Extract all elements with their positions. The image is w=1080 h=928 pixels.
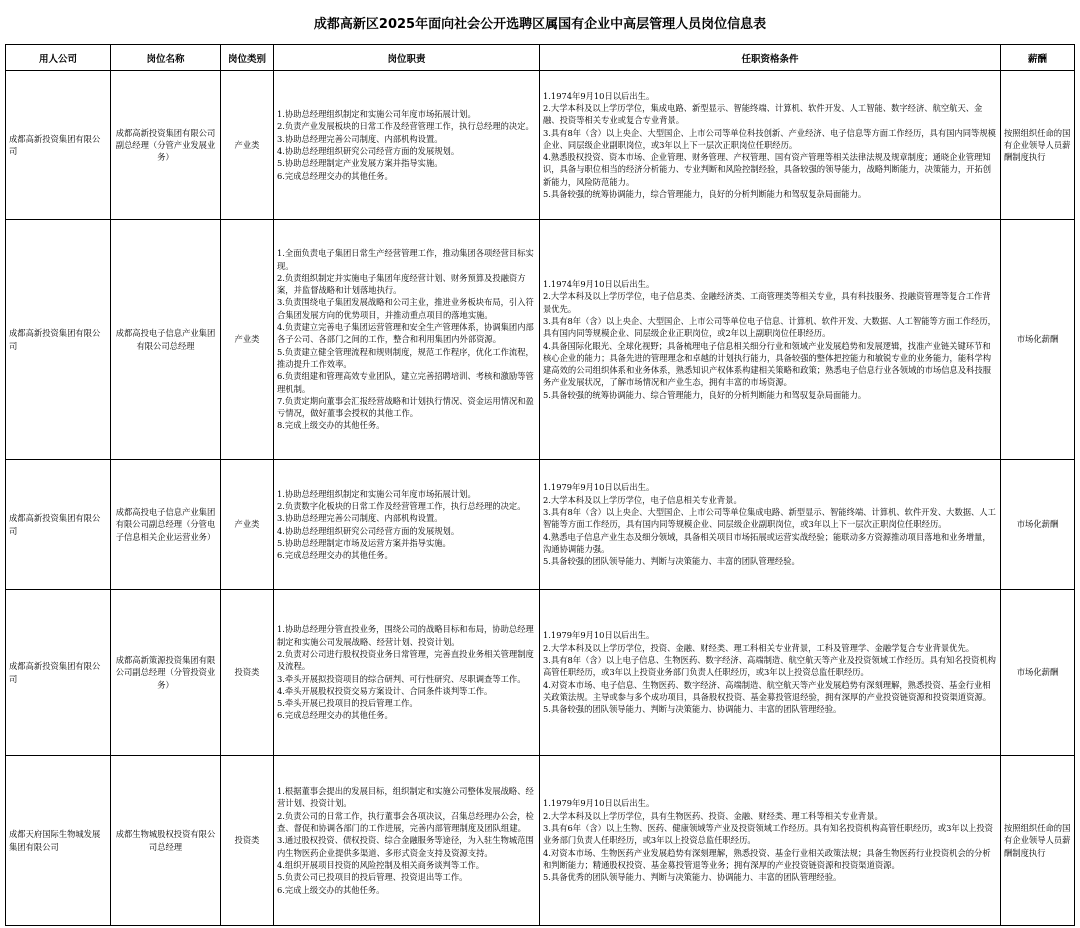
duty-item: 6.完成总经理交办的其他任务。: [277, 550, 393, 561]
duty-item: 3.协助总经理完善公司制度、内部机构设置。: [277, 133, 443, 144]
requirement-item: 5.具备较强的统筹协调能力、综合管理能力，良好的分析判断能力和驾驭复杂局面能力。: [543, 389, 867, 400]
duty-item: 1.全面负责电子集团日常生产经营管理工作，推动集团各项经营目标实现。: [277, 248, 534, 271]
requirement-item: 5.具备较强的团队领导能力、判断与决策能力、丰富的团队管理经验。: [543, 556, 800, 567]
duty-item: 1.协助总经理组织制定和实施公司年度市场拓展计划。: [277, 488, 476, 499]
requirement-item: 3.具有8年（含）以上央企、大型国企、上市公司等单位集成电路、新型显示、智能终端、计算机、软件开发、大数据、人工智能等方面工作经历，具有国内同等规模企业、同层级企业副职岗位，或3年以上下一层次正职岗位任职经历。: [543, 507, 996, 530]
requirement-item: 4.具备国际化眼光、全球化视野；具备梳理电子信息相关细分行业和领域产业发展趋势和发展逻辑，找准产业链关键环节和核心企业的能力；具备先进的管理理念和卓越的计划执行能力，具备较强的整体把控能力和敏锐专业的业务能力，能科学构建高效的公司组织体系和业务体系，熟悉知识产权体系构建相关策略和政策；熟悉电子信息行业各领域的市场信息及科技服务产业发展状况，了解市场情况和产业生态，拥有丰富的市场资源。: [543, 340, 992, 388]
duty-item: 6.完成总经理交办的其他任务。: [277, 710, 393, 721]
salary-cell: 市场化薪酬: [1001, 460, 1075, 590]
duty-item: 2.负责组织制定并实施电子集团年度经营计划、财务预算及投融资方案，并监督战略和计划落地执行。: [277, 272, 526, 296]
duty-item: 3.牵头开展拟投资项目的综合研判、可行性研究、尽职调查等工作。: [277, 673, 526, 684]
duty-item: 2.负责数字化板块的日常工作及经营管理工作，执行总经理的决定。: [277, 500, 526, 511]
requirement-item: 4.熟悉电子信息产业生态及细分领域，具备相关项目市场拓展或运营实战经验；能联动多方资源推动项目落地和业务增量，沟通协调能力强。: [543, 531, 991, 554]
duties-cell: [274, 220, 540, 460]
category-cell: 投资类: [221, 590, 274, 756]
position-cell: 成都高新投资集团有限公司副总经理（分管产业发展业务）: [111, 71, 221, 220]
header-company: 用人公司: [6, 45, 111, 71]
company-cell: 成都高新投资集团有限公司: [6, 460, 111, 590]
requirement-item: 2.大学本科及以上学历学位，具有生物医药、投资、金融、财经类、理工科等相关专业背景。: [543, 810, 883, 821]
salary-cell: 按照组织任命的国有企业领导人员薪酬制度执行: [1001, 756, 1075, 926]
header-duties: 岗位职责: [274, 45, 540, 71]
duties-cell: [274, 756, 540, 926]
requirement-item: 2.大学本科及以上学历学位，电子信息类、金融经济类、工商管理类等相关专业，具有科技服务、投融资管理等复合工作背景优先。: [543, 291, 991, 314]
duties-cell: [274, 71, 540, 220]
duty-item: 5.牵头开展已投项目的投后管理工作。: [277, 698, 418, 709]
company-cell: 成都高新投资集团有限公司: [6, 220, 111, 460]
salary-cell: 市场化薪酬: [1001, 590, 1075, 756]
requirements-cell: [540, 590, 1001, 756]
requirement-item: 1.1974年9月10日以后出生。: [543, 90, 655, 101]
category-cell: 产业类: [221, 460, 274, 590]
table-row: [6, 590, 1075, 756]
requirement-item: 5.具备较强的统筹协调能力，综合管理能力，良好的分析判断能力和驾驭复杂局面能力。: [543, 189, 867, 200]
position-info-table: [5, 44, 1075, 926]
duty-item: 4.协助总经理组织研究公司经营方面的发展规划。: [277, 146, 460, 156]
requirements-cell: [540, 756, 1001, 926]
duty-item: 5.协助总经理制定产业发展方案并指导实施。: [277, 158, 443, 169]
requirement-item: 1.1974年9月10日以后出生。: [543, 279, 655, 290]
company-cell: 成都天府国际生物城发展集团有限公司: [6, 756, 111, 926]
position-cell: 成都高投电子信息产业集团有限公司总经理: [111, 220, 221, 460]
company-cell: 成都高新投资集团有限公司: [6, 590, 111, 756]
duty-item: 4.负责建立完善电子集团运营管理和安全生产管理体系，协调集团内部各子公司、各部门之间的工作，整合和利用集团内外部资源。: [277, 322, 534, 345]
duty-item: 4.组织开展项目投资的风险控制及相关商务谈判等工作。: [277, 859, 485, 870]
header-category: 岗位类别: [221, 45, 274, 71]
duty-item: 7.负责定期向董事会汇报经营战略和计划执行情况、资金运用情况和盈亏情况，做好董事会授权的其他工作。: [277, 395, 534, 419]
duty-item: 5.负责建立健全管理流程和规则制度，规范工作程序，优化工作流程，推动提升工作效率。: [277, 346, 534, 369]
requirement-item: 1.1979年9月10日以后出生。: [543, 482, 655, 493]
requirement-item: 1.1979年9月10日以后出生。: [543, 630, 655, 641]
duty-item: 4.协助总经理组织研究公司经营方面的发展规划。: [277, 525, 460, 536]
requirements-cell: [540, 71, 1001, 220]
category-cell: 产业类: [221, 220, 274, 460]
position-cell: 成都高新策源投资集团有限公司副总经理（分管投资业务）: [111, 590, 221, 756]
requirement-item: 4.对资本市场、生物医药产业发展趋势有深刻理解，熟悉投资、基金行业相关政策法规；具备生物医药行业投资机会的分析和判断能力；精通股权投资、基金募投管退等业务；拥有深厚的产业投资链资源和投资渠道资源。: [543, 847, 991, 870]
duty-item: 5.协助总经理制定市场及运营方案并指导实施。: [277, 537, 451, 548]
table-row: [6, 756, 1075, 926]
category-cell: 投资类: [221, 756, 274, 926]
duty-item: 2.负责产业发展板块的日常工作及经营管理工作，执行总经理的决定。: [277, 121, 534, 132]
requirement-item: 3.具有8年（含）以上央企、大型国企、上市公司等单位电子信息、计算机、软件开发、大数据、人工智能等方面工作经历，具有国内同等规模企业、同层级企业正职岗位，或2年以上副职岗位任职经历。: [543, 315, 996, 339]
requirement-item: 3.具有8年（含）以上电子信息、生物医药、数字经济、高端制造、航空航天等产业及投资领域工作经历。具有知名投资机构高管任职经历，或3年以上投资业务部门负责人任职经历，或3年以上投资总监任职经历。: [543, 655, 996, 678]
duty-item: 1.协助总经理分管直投业务，围绕公司的战略目标和布局，协助总经理制定和实施公司发展战略、经营计划、投资计划。: [277, 624, 534, 647]
requirements-cell: [540, 220, 1001, 460]
duty-item: 3.负责围绕电子集团发展战略和公司主业，推进业务板块布局，引入符合集团发展方向的优势项目，并推动重点项目的落地实施。: [277, 297, 534, 320]
duty-item: 2.负责公司的日常工作，执行董事会各项决议，召集总经理办公会，检查、督促和协调各部门的工作进展，完善内部管理制度及团队组建。: [277, 810, 534, 834]
position-cell: 成都高投电子信息产业集团有限公司副总经理（分管电子信息相关企业运营业务）: [111, 460, 221, 590]
duty-item: 6.完成总经理交办的其他任务。: [277, 170, 393, 181]
duty-item: 8.完成上级交办的其他任务。: [277, 420, 385, 431]
salary-cell: 市场化薪酬: [1001, 220, 1075, 460]
requirement-item: 5.具备优秀的团队领导能力、判断与决策能力、协调能力、丰富的团队管理经验。: [543, 872, 842, 883]
duty-item: 4.牵头开展股权投资交易方案设计、合同条件谈判等工作。: [277, 685, 493, 696]
duty-item: 3.协助总经理完善公司制度、内部机构设置。: [277, 513, 443, 524]
salary-cell: 按照组织任命的国有企业领导人员薪酬制度执行: [1001, 71, 1075, 220]
requirement-item: 3.具有6年（含）以上生物、医药、健康领域等产业及投资领域工作经历。具有知名投资机构高管任职经历，或3年以上投资业务部门负责人任职经历，或3年以上投资总监任职经历。: [543, 823, 993, 846]
requirement-item: 4.熟悉股权投资、资本市场、企业管理、财务管理、产权管理、国有资产管理等相关法律法规及规章制度；通晓企业管理知识，具备与职位相当的经济分析能力、专业判断和风险控制经验，具备较强的领导能力，战略判断能力，决策能力，开拓创新能力，风险防范能力。: [543, 152, 992, 187]
header-requirements: 任职资格条件: [540, 45, 1001, 71]
requirement-item: 5.具备较强的团队领导能力、判断与决策能力、协调能力、丰富的团队管理经验。: [543, 704, 842, 715]
table-header-row: [6, 45, 1075, 71]
duties-cell: [274, 590, 540, 756]
requirement-item: 3.具有8年（含）以上央企、大型国企、上市公司等单位科技创新、产业经济、电子信息等方面工作经历，具有国内同等规模企业、同层级企业副职岗位，或3年以上下一层次正职岗位任职经历。: [543, 127, 996, 150]
table-row: [6, 460, 1075, 590]
duties-cell: [274, 460, 540, 590]
duty-item: 6.完成上级交办的其他任务。: [277, 884, 385, 895]
duty-item: 5.负责公司已投项目的投后管理、投资退出等工作。: [277, 872, 468, 883]
page-title: 成都高新区2025年面向社会公开选聘区属国有企业中高层管理人员岗位信息表: [313, 16, 767, 32]
duty-item: 6.负责组建和管理高效专业团队，建立完善招聘培训、考核和激励等管理机制。: [277, 371, 534, 394]
requirement-item: 1.1979年9月10日以后出生。: [543, 798, 655, 809]
requirement-item: 2.大学本科及以上学历学位，集成电路、新型显示、智能终端、计算机、软件开发、人工智能、数字经济、航空航天、金融、投资等相关专业或复合专业背景。: [543, 102, 983, 126]
requirement-item: 2.大学本科及以上学历学位，投资、金融、财经类、理工科相关专业背景，工科及管理学、金融学复合专业背景优先。: [543, 642, 975, 653]
requirement-item: 4.对资本市场、电子信息、生物医药、数字经济、高端制造、航空航天等产业发展趋势有深刻理解，熟悉投资、基金行业相关政策法规。主导或参与多个成功项目，具备股权投资、基金募投管退经验，拥有深厚的产业投资链资源和投资渠道资源。: [543, 679, 992, 702]
category-cell: 产业类: [221, 71, 274, 220]
duty-item: 1.根据董事会提出的发展目标，组织制定和实施公司整体发展战略、经营计划、投资计划。: [277, 786, 534, 809]
header-position: 岗位名称: [111, 45, 221, 71]
duty-item: 3.通过股权投资、债权投资、综合金融服务等途径，为入驻生物城范围内生物医药企业提供多渠道、多形式资金支持及资源支持。: [277, 835, 534, 858]
position-cell: 成都生物城股权投资有限公司总经理: [111, 756, 221, 926]
duty-item: 2.负责对公司进行股权投资业务日常管理，完善直投业务相关管理制度及流程。: [277, 648, 534, 672]
requirements-cell: [540, 460, 1001, 590]
duty-item: 1.协助总经理组织制定和实施公司年度市场拓展计划。: [277, 109, 476, 120]
table-row: [6, 220, 1075, 460]
header-salary: 薪酬: [1001, 45, 1075, 71]
requirement-item: 2.大学本科及以上学历学位，电子信息相关专业背景。: [543, 494, 742, 505]
table-row: [6, 71, 1075, 220]
company-cell: 成都高新投资集团有限公司: [6, 71, 111, 220]
